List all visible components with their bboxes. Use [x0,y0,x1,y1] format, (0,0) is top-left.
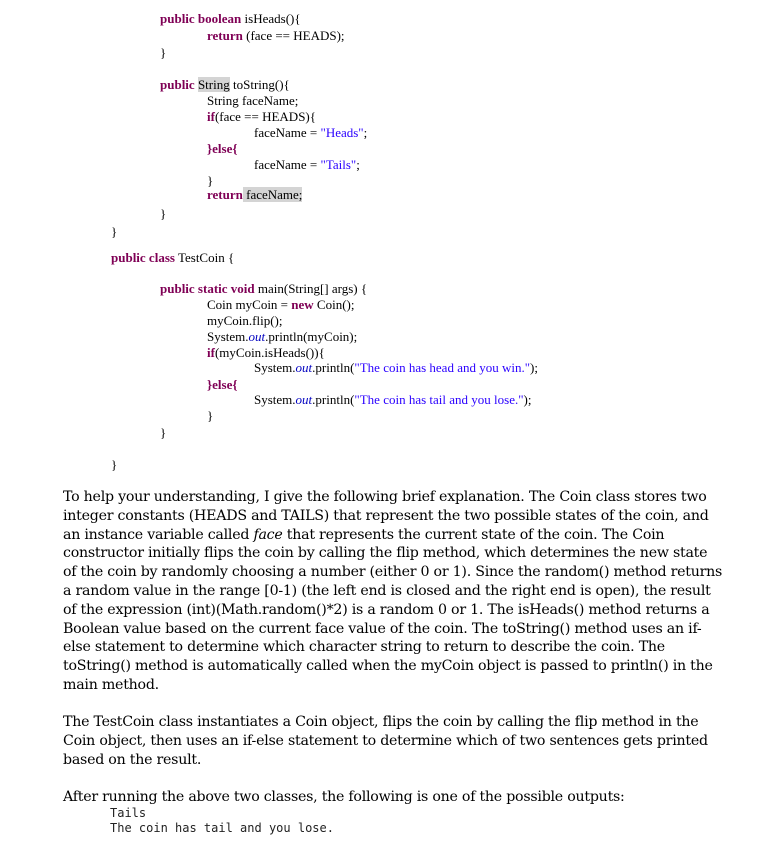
code-line: String faceName; [207,93,299,108]
code-line: System.out.println("The coin has head and you win."); [254,360,538,375]
output-line: The coin has tail and you lose. [110,821,334,835]
code-line: } [160,425,167,440]
code-line: } [160,206,167,221]
code-line: } [207,408,214,423]
output-line: Tails [110,806,147,820]
code-line: } [111,457,118,472]
code-line: public class TestCoin { [111,250,235,265]
code-line: faceName = "Heads"; [254,125,368,140]
code-line: if(face == HEADS){ [207,109,316,124]
code-line: myCoin.flip(); [207,313,283,328]
sample-output [110,806,334,836]
code-line: if(myCoin.isHeads()){ [207,345,325,360]
code-line: } [207,173,214,188]
code-line: }else{ [207,377,238,392]
explanation-paragraph: To help your understanding, I give the following brief explanation. The Coin class stores two integer constants (HEADS and TAILS) that represent the two possible states of the coin, and an instance variable called face that represents the current state of the coin. The Coin constructor initially flips the coin by calling the flip method, which determines the new state of the coin by randomly choosing a number (either 0 or 1). Since the random() method returns a random value in the range [0-1) (the left end is closed and the right end is open), the result of the expression (int)(Math.random()*2) is a random 0 or 1. The isHeads() method returns a Boolean value based on the current face value of the coin. The toString() method uses an if-else statement to determine which character string to return to describe the coin. The toString() method is automatically called when the myCoin object is passed to println() in the main method. [63,489,723,693]
code-line: public boolean isHeads(){ [160,11,301,26]
testcoin-paragraph: The TestCoin class instantiates a Coin object, flips the coin by calling the flip method in the Coin object, then uses an if-else statement to determine which of two sentences gets printed based on the result. [63,714,708,768]
code-line: } [160,45,167,60]
code-line: public String toString(){ [160,77,290,92]
code-line: return (face == HEADS); [207,28,345,43]
code-line: faceName = "Tails"; [254,157,360,172]
code-line: public static void main(String[] args) { [160,281,368,296]
code-line: }else{ [207,141,238,156]
code-line: Coin myCoin = new Coin(); [207,297,355,312]
code-line: } [111,224,118,239]
code-line: System.out.println(myCoin); [207,329,358,344]
code-line: System.out.println("The coin has tail and you lose."); [254,392,532,407]
code-listing [0,0,538,472]
output-intro-paragraph: After running the above two classes, the following is one of the possible outputs: [63,789,625,805]
code-line: return faceName; [207,187,303,202]
